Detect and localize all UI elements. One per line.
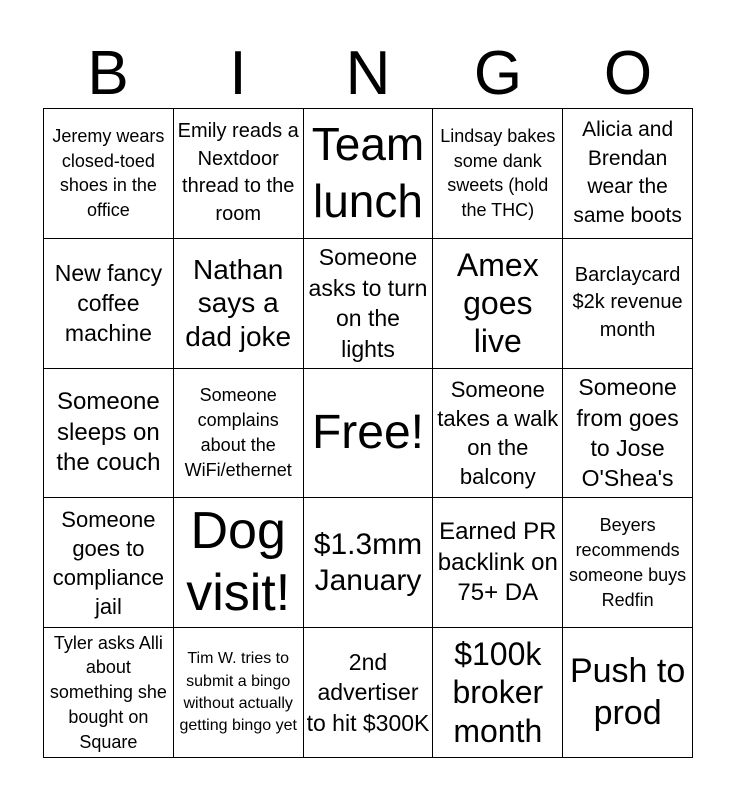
bingo-cell-r1c4[interactable] bbox=[433, 109, 563, 239]
header-letter-g: G bbox=[473, 39, 523, 108]
bingo-cell-r2c2[interactable] bbox=[174, 239, 304, 369]
bingo-cell-r3c2[interactable] bbox=[174, 369, 304, 499]
bingo-cell-text: Emily reads a Nextdoor thread to the room bbox=[177, 120, 299, 225]
bingo-cell-text: Amex goes live bbox=[456, 246, 539, 360]
bingo-cell-r3c3[interactable] bbox=[304, 369, 434, 499]
bingo-cell-text: Someone sleeps on the couch bbox=[56, 388, 161, 477]
bingo-cell-r5c5[interactable] bbox=[563, 628, 693, 758]
bingo-cell-text: Tim W. tries to submit a bingo without actually getting bingo yet bbox=[179, 650, 297, 734]
bingo-cell-text: Alicia and Brendan wear the same boots bbox=[573, 118, 682, 227]
bingo-cell-r3c5[interactable] bbox=[563, 369, 693, 499]
bingo-cell-text: Push to prod bbox=[569, 652, 686, 732]
bingo-cell-r1c2[interactable] bbox=[174, 109, 304, 239]
bingo-cell-text: 2nd advertiser to hit $300K bbox=[306, 649, 430, 736]
bingo-cell-r1c5[interactable] bbox=[563, 109, 693, 239]
bingo-cell-r4c2[interactable] bbox=[174, 498, 304, 628]
bingo-cell-r5c1[interactable] bbox=[44, 628, 174, 758]
bingo-cell-text: Jeremy wears closed-toed shoes in the office bbox=[52, 125, 165, 221]
header-letter-n: N bbox=[345, 39, 391, 108]
bingo-cell-r4c1[interactable] bbox=[44, 498, 174, 628]
bingo-cell-r5c2[interactable] bbox=[174, 628, 304, 758]
bingo-cell-text: $1.3mm January bbox=[313, 528, 423, 597]
bingo-cell-r2c3[interactable] bbox=[304, 239, 434, 369]
bingo-cell-text: Earned PR backlink on 75+ DA bbox=[437, 518, 558, 607]
bingo-cell-text: Dog visit! bbox=[186, 502, 291, 622]
bingo-cell-text: Someone goes to compliance jail bbox=[52, 506, 165, 619]
bingo-cell-text: Tyler asks Alli about something she bought on Square bbox=[49, 632, 167, 752]
bingo-cell-text: Team lunch bbox=[311, 117, 425, 228]
bingo-cell-r2c1[interactable] bbox=[44, 239, 174, 369]
bingo-cell-text: Someone takes a walk on the balcony bbox=[437, 376, 559, 490]
bingo-cell-text: $100k broker month bbox=[452, 636, 544, 749]
bingo-cell-r5c4[interactable] bbox=[433, 628, 563, 758]
bingo-cell-r4c5[interactable] bbox=[563, 498, 693, 628]
bingo-cell-r1c1[interactable] bbox=[44, 109, 174, 239]
bingo-cell-r1c3[interactable] bbox=[304, 109, 434, 239]
header-letter-i: I bbox=[229, 39, 247, 108]
bingo-cell-text: Lindsay bakes some dank sweets (hold the THC) bbox=[440, 125, 556, 221]
header-letter-o: O bbox=[603, 39, 653, 108]
bingo-cell-r5c3[interactable] bbox=[304, 628, 434, 758]
header-letter-b: B bbox=[87, 39, 129, 108]
bingo-cell-text: Barclaycard $2k revenue month bbox=[572, 263, 683, 341]
bingo-cell-text: Someone from goes to Jose O'Shea's bbox=[576, 374, 679, 492]
bingo-cell-text: Beyers recommends someone buys Redfin bbox=[569, 515, 687, 610]
bingo-cell-r3c1[interactable] bbox=[44, 369, 174, 499]
bingo-cell-r4c3[interactable] bbox=[304, 498, 434, 628]
bingo-cell-r3c4[interactable] bbox=[433, 369, 563, 499]
bingo-cell-text: Free! bbox=[311, 406, 424, 460]
bingo-cell-text: New fancy coffee machine bbox=[54, 259, 163, 347]
bingo-cell-r4c4[interactable] bbox=[433, 498, 563, 628]
bingo-board bbox=[43, 108, 693, 758]
bingo-cell-text: Someone complains about the WiFi/ethernet bbox=[184, 385, 292, 480]
bingo-cell-r2c4[interactable] bbox=[433, 239, 563, 369]
bingo-cell-text: Someone asks to turn on the lights bbox=[308, 244, 428, 362]
bingo-header bbox=[43, 40, 693, 108]
bingo-cell-r2c5[interactable] bbox=[563, 239, 693, 369]
bingo-cell-text: Nathan says a dad joke bbox=[185, 253, 292, 352]
